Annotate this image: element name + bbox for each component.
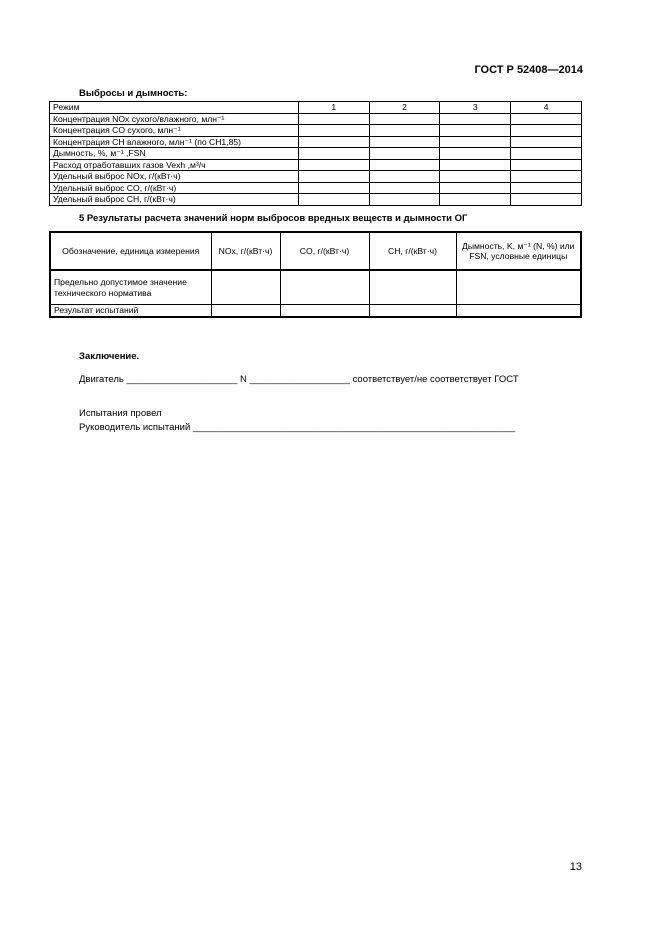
table-row bbox=[50, 125, 582, 137]
table-row bbox=[50, 148, 582, 160]
table-row bbox=[50, 102, 582, 114]
table-row bbox=[50, 182, 582, 194]
header-nox: NOx, г/(кВт·ч) bbox=[211, 232, 280, 270]
table-row bbox=[50, 171, 582, 183]
row-label: Удельный выброс CH, г/(кВт·ч) bbox=[50, 194, 299, 206]
header-cell-4: 4 bbox=[511, 102, 582, 114]
header-cell-2: 2 bbox=[369, 102, 440, 114]
table-row bbox=[50, 136, 582, 148]
row-label: Предельно допустимое значение технического норматива bbox=[50, 270, 211, 305]
emissions-table bbox=[49, 101, 582, 206]
table-row bbox=[50, 232, 581, 270]
row-label: Дымность, %, м⁻¹ ,FSN bbox=[50, 148, 299, 160]
row-label: Расход отработавших газов Vexh ,м³/ч bbox=[50, 159, 299, 171]
row-label: Концентрация CH влажного, млн⁻¹ (по CH1,85) bbox=[50, 136, 299, 148]
header-cell-1: 1 bbox=[298, 102, 369, 114]
header-co: CO, г/(кВт·ч) bbox=[280, 232, 369, 270]
supervisor-line: Руководитель испытаний _____________________________________________________________ bbox=[79, 422, 516, 433]
row-label: Концентрация CO сухого, млн⁻¹ bbox=[50, 125, 299, 137]
header-smoke: Дымность, K, м⁻¹ (N, %) или FSN, условные единицы bbox=[456, 232, 581, 270]
section5-title: 5 Результаты расчета значений норм выбросов вредных веществ и дымности ОГ bbox=[79, 213, 468, 224]
table-row bbox=[50, 305, 581, 318]
standard-code: ГОСТ Р 52408—2014 bbox=[474, 64, 583, 76]
row-label: Концентрация NOx сухого/влажного, млн⁻¹ bbox=[50, 113, 299, 125]
engine-line: Двигатель _____________________ N ___________________ соответствует/не соответствует ГОСТ bbox=[79, 374, 519, 385]
tested-by: Испытания провел bbox=[79, 408, 162, 419]
conclusion-title: Заключение. bbox=[79, 351, 140, 362]
header-cell-mode: Режим bbox=[50, 102, 299, 114]
header-ch: CH, г/(кВт·ч) bbox=[369, 232, 456, 270]
table-row bbox=[50, 159, 582, 171]
header-cell-3: 3 bbox=[440, 102, 511, 114]
row-label: Результат испытаний bbox=[50, 305, 211, 318]
row-label: Удельный выброс NOx, г/(кВт·ч) bbox=[50, 171, 299, 183]
table-row bbox=[50, 113, 582, 125]
page-number: 13 bbox=[569, 861, 582, 873]
emissions-title: Выбросы и дымность: bbox=[79, 88, 188, 99]
row-label: Удельный выброс CO, г/(кВт·ч) bbox=[50, 182, 299, 194]
table-row bbox=[50, 194, 582, 206]
table-row bbox=[50, 270, 581, 305]
norms-table bbox=[49, 231, 582, 318]
header-designation: Обозначение, единица измерения bbox=[50, 232, 211, 270]
